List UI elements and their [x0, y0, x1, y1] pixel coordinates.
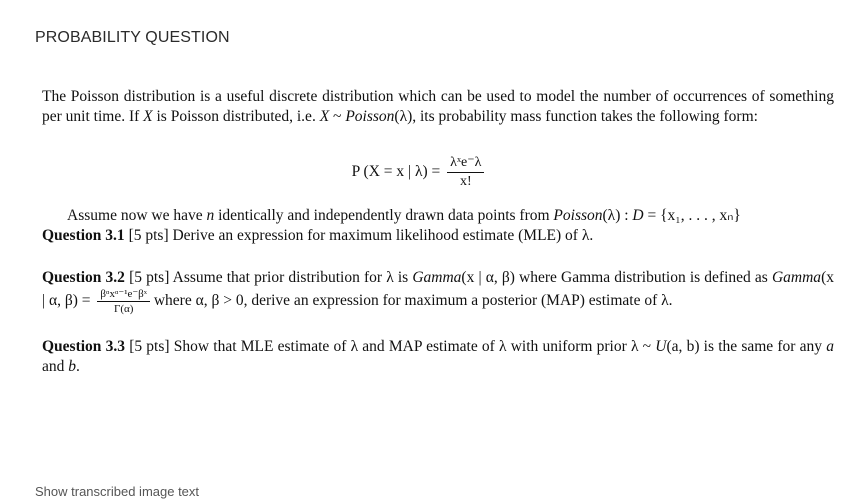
formula-fraction	[447, 155, 484, 190]
gamma-numerator: βᵅxᵅ⁻¹e⁻βˣ	[97, 288, 150, 302]
gamma-fraction	[97, 288, 150, 315]
var-x: X	[143, 108, 153, 125]
q31-text: Derive an expression for maximum likelihood estimate (MLE) of λ.	[168, 227, 594, 244]
q33-pts: [5 pts]	[129, 338, 170, 355]
question-document	[42, 87, 834, 377]
var-b: b	[68, 358, 77, 375]
q32-pts: [5 pts]	[129, 269, 170, 286]
assume-text-3: (λ) :	[602, 207, 633, 224]
q31-pts: [5 pts]	[128, 227, 169, 244]
q33-text-4: .	[76, 358, 80, 375]
q32-text-1: Assume that prior distribution for λ is	[169, 269, 413, 286]
assume-text-2: identically and independently drawn data points from	[214, 207, 554, 224]
poisson-word-2: Poisson	[553, 207, 603, 224]
q32-text-3: (x | α, β) =	[42, 269, 834, 310]
sim-symbol: ~	[329, 108, 346, 125]
intro-text-3: , its probability mass function takes the following form:	[412, 108, 758, 125]
gamma-word-2: Gamma	[771, 269, 822, 286]
uniform-symbol: U	[655, 338, 667, 355]
formula-denominator: x!	[459, 174, 472, 189]
q32-text-2: (x | α, β) where Gamma distribution is defined as	[461, 269, 772, 286]
question-3-2	[42, 268, 834, 315]
question-3-1	[42, 226, 834, 246]
intro-text-2: is Poisson distributed, i.e.	[152, 108, 320, 125]
formula-lhs: P (X = x | λ) =	[351, 163, 445, 181]
var-a: a	[826, 338, 834, 355]
q32-text-4: where α, β > 0, derive an expression for maximum a posterior (MAP) estimate of λ.	[149, 292, 673, 310]
q33-text-3: and	[42, 358, 69, 375]
gamma-denominator: Γ(α)	[113, 303, 134, 315]
show-transcribed-link[interactable]: Show transcribed image text	[35, 484, 200, 499]
var-n: n	[206, 207, 215, 224]
poisson-word: Poisson	[345, 108, 395, 125]
lambda-paren: (λ)	[394, 108, 413, 125]
intro-paragraph	[42, 87, 834, 127]
assume-text-1: Assume now we have	[67, 207, 207, 224]
q31-label: Question 3.1	[42, 227, 125, 244]
gamma-word: Gamma	[412, 269, 462, 286]
var-D: D	[632, 207, 644, 224]
q33-text-1: Show that MLE estimate of λ and MAP estimate of λ with uniform prior λ ~	[169, 338, 656, 355]
assume-text-4: = {x₁, . . . , xₙ}	[643, 207, 741, 224]
question-3-3	[42, 337, 834, 377]
var-x-2: X	[319, 108, 330, 125]
q33-text-2: (a, b) is the same for any	[666, 338, 827, 355]
intro-text-1: The Poisson distribution is a useful discrete distribution which can be used to model the number of occurrences of something per unit time. If	[42, 88, 834, 125]
formula-numerator: λˣe⁻λ	[447, 155, 484, 173]
assume-paragraph	[42, 206, 834, 226]
q33-label: Question 3.3	[42, 338, 125, 355]
pmf-formula	[42, 155, 834, 190]
q32-label: Question 3.2	[42, 269, 125, 286]
page-title: PROBABILITY QUESTION	[35, 29, 230, 46]
